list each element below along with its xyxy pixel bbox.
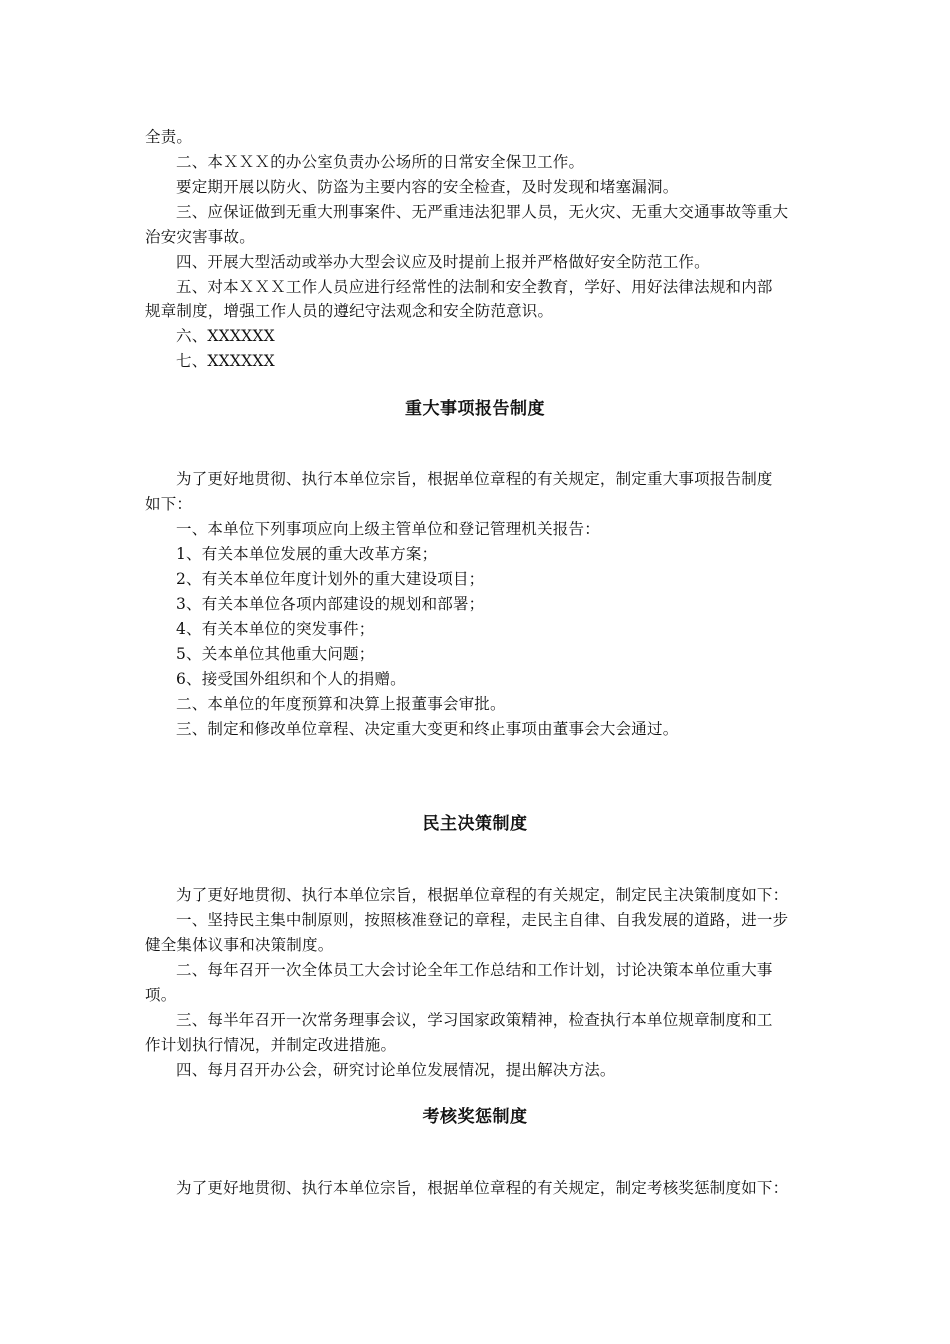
paragraph-line: 三、每半年召开一次常务理事会议，学习国家政策精神，检查执行本单位规章制度和工 bbox=[176, 1011, 773, 1029]
paragraph-line: 三、制定和修改单位章程、决定重大变更和终止事项由董事会大会通过。 bbox=[176, 720, 679, 738]
paragraph-line: 全责。 bbox=[145, 128, 193, 146]
section-title-democracy: 民主决策制度 bbox=[422, 814, 528, 834]
paragraph-line: 规章制度，增强工作人员的遵纪守法观念和安全防范意识。 bbox=[145, 302, 554, 320]
list-item: 6、接受国外组织和个人的捐赠。 bbox=[176, 670, 406, 688]
paragraph-line: 为了更好地贯彻、执行本单位宗旨，根据单位章程的有关规定，制定考核奖惩制度如下： bbox=[176, 1179, 789, 1197]
list-item: 3、有关本单位各项内部建设的规划和部署； bbox=[176, 595, 485, 613]
paragraph-line: 二、本单位的年度预算和决算上报董事会审批。 bbox=[176, 695, 506, 713]
list-item: 4、有关本单位的突发事件； bbox=[176, 620, 375, 638]
paragraph-line: 项。 bbox=[145, 986, 177, 1004]
paragraph-line: 健全集体议事和决策制度。 bbox=[145, 936, 334, 954]
list-item: 1、有关本单位发展的重大改革方案； bbox=[176, 545, 438, 563]
section-title-assessment: 考核奖惩制度 bbox=[422, 1107, 528, 1127]
paragraph-line: 一、本单位下列事项应向上级主管单位和登记管理机关报告： bbox=[176, 520, 600, 538]
list-item: 2、有关本单位年度计划外的重大建设项目； bbox=[176, 570, 485, 588]
list-item: 5、关本单位其他重大问题； bbox=[176, 645, 375, 663]
paragraph-line: 七、XXXXXX bbox=[176, 352, 275, 370]
paragraph-line: 二、本ＸＸＸ的办公室负责办公场所的日常安全保卫工作。 bbox=[176, 153, 585, 171]
paragraph-line: 作计划执行情况，并制定改进措施。 bbox=[145, 1036, 397, 1054]
paragraph-line: 为了更好地贯彻、执行本单位宗旨，根据单位章程的有关规定，制定重大事项报告制度 bbox=[176, 470, 773, 488]
paragraph-line: 三、应保证做到无重大刑事案件、无严重违法犯罪人员，无火灾、无重大交通事故等重大 bbox=[176, 203, 789, 221]
paragraph-line: 要定期开展以防火、防盗为主要内容的安全检查，及时发现和堵塞漏洞。 bbox=[176, 178, 679, 196]
paragraph-line: 二、每年召开一次全体员工大会讨论全年工作总结和工作计划，讨论决策本单位重大事 bbox=[176, 961, 773, 979]
paragraph-line: 四、每月召开办公会，研究讨论单位发展情况，提出解决方法。 bbox=[176, 1061, 616, 1079]
paragraph-line: 六、XXXXXX bbox=[176, 327, 275, 345]
paragraph-line: 五、对本ＸＸＸ工作人员应进行经常性的法制和安全教育，学好、用好法律法规和内部 bbox=[176, 278, 773, 296]
paragraph-line: 为了更好地贯彻、执行本单位宗旨，根据单位章程的有关规定，制定民主决策制度如下： bbox=[176, 886, 789, 904]
paragraph-line: 一、坚持民主集中制原则，按照核准登记的章程，走民主自律、自我发展的道路，进一步 bbox=[176, 911, 789, 929]
paragraph-line: 四、开展大型活动或举办大型会议应及时提前上报并严格做好安全防范工作。 bbox=[176, 253, 710, 271]
section-title-report: 重大事项报告制度 bbox=[405, 399, 545, 419]
paragraph-line: 治安灾害事故。 bbox=[145, 228, 255, 246]
paragraph-line: 如下： bbox=[145, 495, 193, 513]
